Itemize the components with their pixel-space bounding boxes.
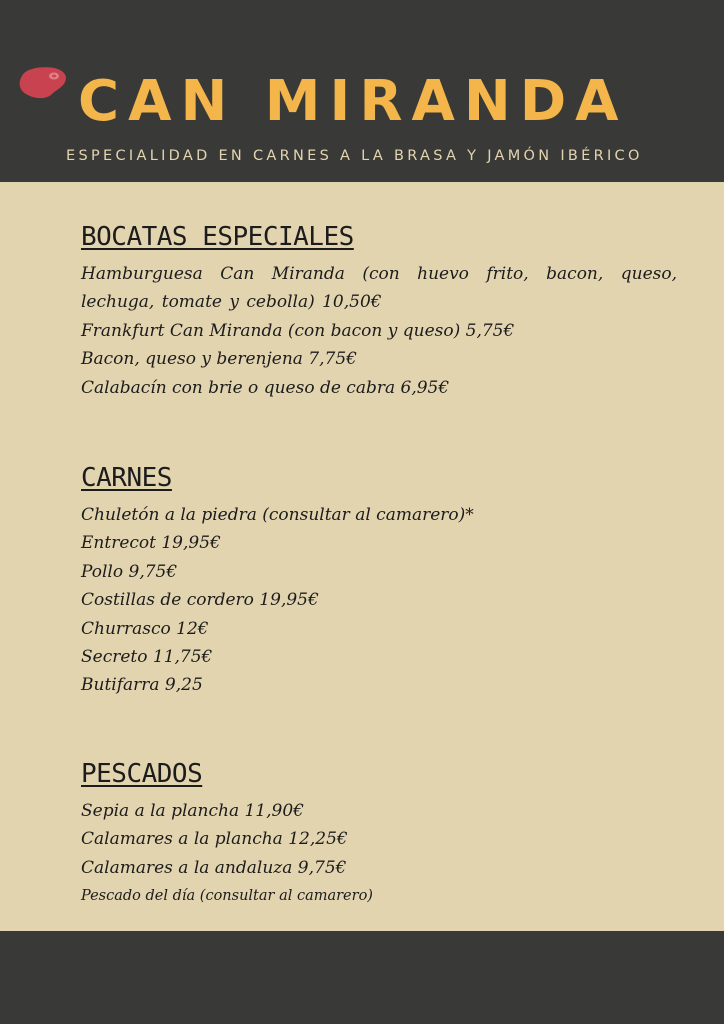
- menu-item: Hamburguesa Can Miranda (con huevo frito, bacon, queso, lechuga, tomate y cebolla) 10,50€: [81, 264, 677, 313]
- menu-item: Calabacín con brie o queso de cabra 6,95€: [81, 377, 450, 398]
- menu-item: Chuletón a la piedra (consultar al camarero)*: [81, 505, 474, 525]
- menu-item: Pollo 9,75€: [81, 561, 178, 582]
- menu-item: Entrecot 19,95€: [81, 533, 221, 554]
- section-bocatas: [81, 220, 677, 402]
- section-pescados: [81, 757, 677, 911]
- menu-item: Secreto 11,75€: [81, 647, 213, 668]
- menu-item: Sepia a la plancha 11,90€: [81, 801, 304, 821]
- restaurant-tagline: ESPECIALIDAD EN CARNES A LA BRASA Y JAMÓN IBÉRICO: [66, 148, 643, 164]
- menu-item: Churrasco 12€: [81, 618, 209, 639]
- menu-item: Bacon, queso y berenjena 7,75€: [81, 349, 357, 370]
- steak-icon: [16, 66, 68, 100]
- section-title: PESCADOS: [81, 759, 203, 789]
- menu-item: Calamares a la andaluza 9,75€: [81, 857, 347, 878]
- header-banner: [0, 0, 724, 182]
- footer-band: [0, 931, 724, 1024]
- menu-item: Pescado del día (consultar al camarero): [81, 888, 373, 905]
- menu-item: Calamares a la plancha 12,25€: [81, 829, 348, 850]
- menu-item: Frankfurt Can Miranda (con bacon y queso) 5,75€: [81, 320, 515, 341]
- section-title: CARNES: [81, 463, 172, 493]
- menu-item: Costillas de cordero 19,95€: [81, 590, 319, 611]
- menu-item: Butifarra 9,25: [81, 675, 203, 696]
- section-carnes: [81, 461, 677, 700]
- section-title: BOCATAS ESPECIALES: [81, 222, 354, 252]
- restaurant-name: CAN MIRANDA: [78, 69, 628, 134]
